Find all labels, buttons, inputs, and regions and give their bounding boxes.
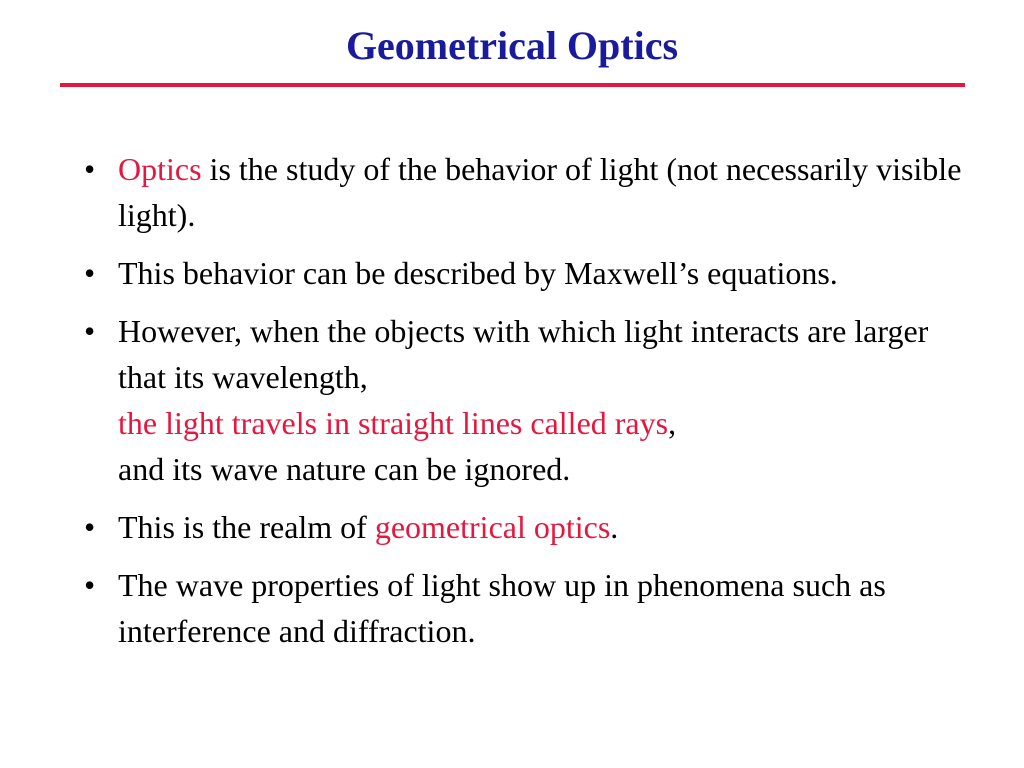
bullet-text: This is the realm of bbox=[118, 509, 375, 545]
bullet-punctuation: . bbox=[610, 509, 619, 545]
bullet-text: and its wave nature can be ignored. bbox=[118, 451, 571, 487]
bullet-text: This behavior can be described by Maxwell’s equations. bbox=[118, 255, 838, 291]
bullet-item-wave-properties bbox=[84, 562, 964, 654]
bullet-list bbox=[84, 146, 964, 666]
bullet-highlight-line bbox=[118, 400, 964, 446]
bullet-marker: • bbox=[84, 151, 96, 187]
bullet-item-rays bbox=[84, 308, 964, 492]
highlighted-term: Optics bbox=[118, 151, 202, 187]
highlighted-phrase: the light travels in straight lines called rays bbox=[118, 405, 669, 441]
bullet-marker: • bbox=[84, 567, 96, 603]
bullet-marker: • bbox=[84, 255, 96, 291]
bullet-item-maxwell bbox=[84, 250, 964, 296]
bullet-text: However, when the objects with which light interacts are larger that its wavelength, bbox=[118, 313, 929, 395]
highlighted-term: geometrical optics bbox=[374, 509, 611, 545]
bullet-marker: • bbox=[84, 313, 96, 349]
slide-title: Geometrical Optics bbox=[345, 23, 679, 68]
bullet-text: is the study of the behavior of light (not necessarily visible light). bbox=[118, 151, 962, 233]
bullet-text: The wave properties of light show up in phenomena such as interference and diffraction. bbox=[118, 567, 886, 649]
title-divider bbox=[60, 83, 965, 87]
bullet-punctuation: , bbox=[668, 405, 677, 441]
bullet-item-realm bbox=[84, 504, 964, 550]
bullet-marker: • bbox=[84, 509, 96, 545]
bullet-item-optics-definition bbox=[84, 146, 964, 238]
